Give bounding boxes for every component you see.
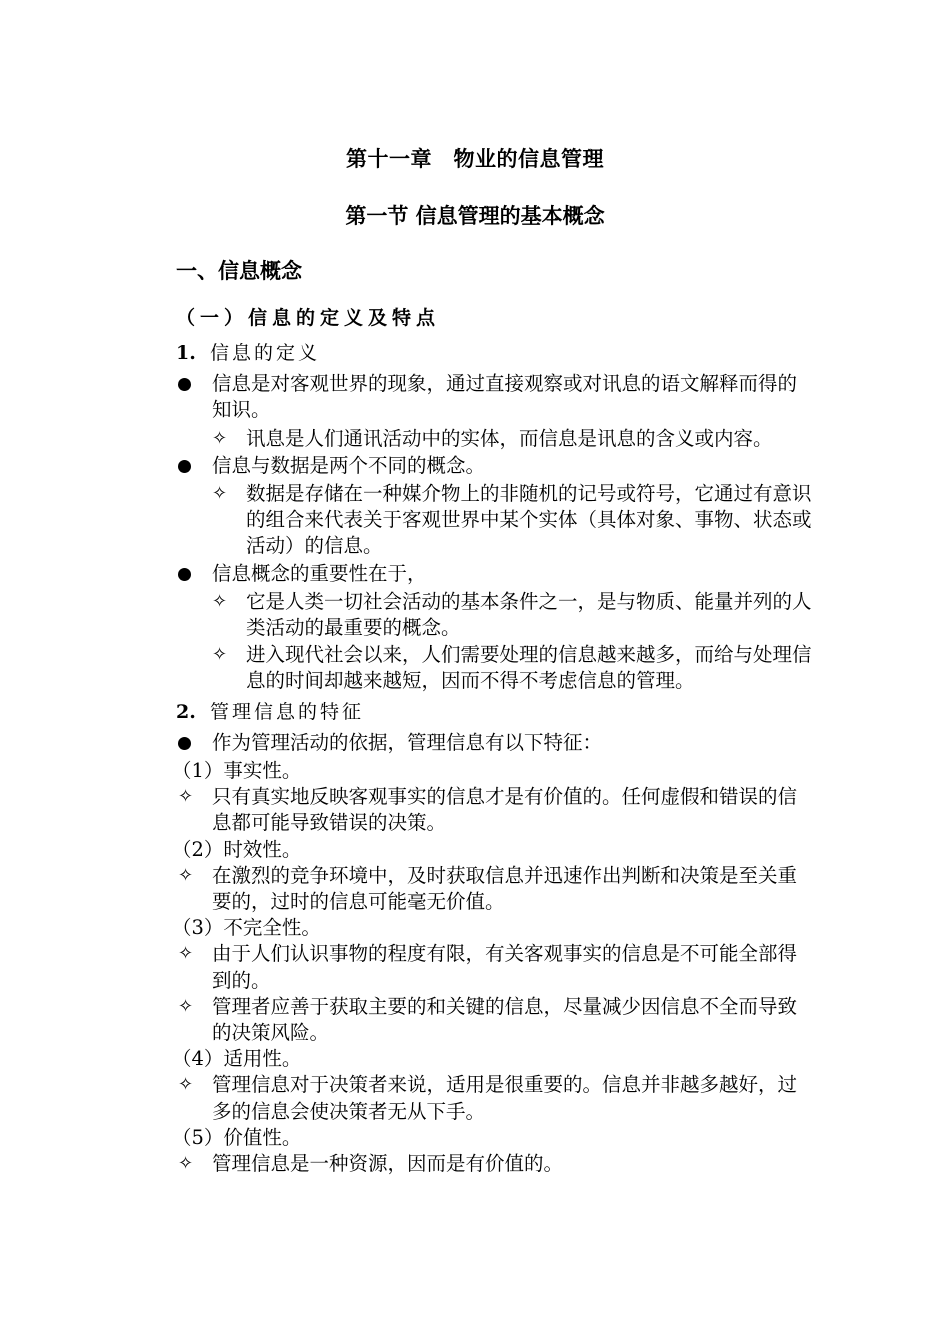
bullet-text: 信息与数据是两个不同的概念。 [212,453,486,477]
characteristic-label: （4）适用性。 [172,1047,302,1071]
detail-text: 由于人们认识事物的程度有限，有关客观事实的信息是不可能全部得到的。 [212,942,798,992]
diamond-star-icon: ✧ [212,427,228,449]
sub-bullet-text: 数据是存储在一种媒介物上的非随机的记号或符号，它通过有意识的组合来代表关于客观世界中某个实体（具体对象、事物、状态或活动）的信息。 [246,482,812,558]
diamond-star-icon: ✧ [178,1153,194,1175]
diamond-star-icon: ✧ [178,995,194,1017]
bullet-dot-icon [178,378,191,391]
characteristic-detail [176,1151,816,1177]
sub-bullet-item [176,426,816,452]
diamond-star-icon: ✧ [178,1074,194,1096]
chapter-title: 第十一章 物业的信息管理 [346,147,604,171]
bullet-text: 信息概念的重要性在于， [212,561,427,585]
heading-text: 信息的定义 [210,342,321,364]
bullet-item [176,453,816,479]
characteristic-detail [176,784,816,836]
sub-bullet-item [176,589,816,641]
bullet-item [176,371,816,423]
numbered-heading-1 [176,340,816,366]
bullet-text: 信息是对客观世界的现象，通过直接观察或对讯息的语文解释而得的知识。 [212,372,798,422]
characteristic-label: （1）事实性。 [172,759,302,783]
heading-number: 1. [176,342,196,364]
sub-bullet-text: 它是人类一切社会活动的基本条件之一，是与物质、能量并列的人类活动的最重要的概念。 [246,589,812,640]
bullet-text: 作为管理活动的依据，管理信息有以下特征： [212,730,603,754]
heading-level1: 一、信息概念 [176,259,302,283]
detail-text: 管理信息是一种资源，因而是有价值的。 [212,1152,564,1176]
heading-text: 管理信息的特征 [210,700,365,723]
bullet-dot-icon [178,568,191,581]
sub-bullet-text: 进入现代社会以来，人们需要处理的信息越来越多，而给与处理信息的时间却越来越短，因而不得不考虑信息的管理。 [246,643,812,693]
detail-text: 管理者应善于获取主要的和关键的信息，尽量减少因信息不全而导致的决策风险。 [212,994,798,1045]
characteristic-detail [176,994,816,1046]
diamond-star-icon: ✧ [178,786,194,808]
characteristic-detail [176,863,816,915]
characteristic-label: （3）不完全性。 [172,916,321,940]
characteristic-label: （5）价值性。 [172,1125,302,1149]
bullet-dot-icon [178,737,191,750]
numbered-heading-2 [176,699,816,725]
bullet-item [176,730,816,756]
bullet-dot-icon [178,460,191,473]
sub-bullet-item [176,642,816,694]
detail-text: 管理信息对于决策者来说，适用是很重要的。信息并非越多越好，过多的信息会使决策者无从下手。 [212,1073,798,1123]
bullet-item [176,561,816,587]
heading-number: 2. [176,700,196,723]
detail-text: 只有真实地反映客观事实的信息才是有价值的。任何虚假和错误的信息都可能导致错误的决策。 [212,785,798,835]
diamond-star-icon: ✧ [212,483,228,505]
detail-text: 在激烈的竞争环境中，及时获取信息并迅速作出判断和决策是至关重要的，过时的信息可能毫无价值。 [212,863,798,914]
characteristic-detail [176,941,816,993]
sub-bullet-text: 讯息是人们通讯活动中的实体，而信息是讯息的含义或内容。 [246,426,773,450]
document-body [172,340,816,1177]
characteristic-label: （2）时效性。 [172,837,302,861]
diamond-star-icon: ✧ [212,644,228,666]
diamond-star-icon: ✧ [212,590,228,612]
diamond-star-icon: ✧ [178,864,194,886]
sub-bullet-item [176,481,816,560]
diamond-star-icon: ✧ [178,943,194,965]
section-title: 第一节 信息管理的基本概念 [345,204,605,228]
characteristic-detail [176,1072,816,1124]
heading-level2: （一）信息的定义及特点 [176,307,441,329]
